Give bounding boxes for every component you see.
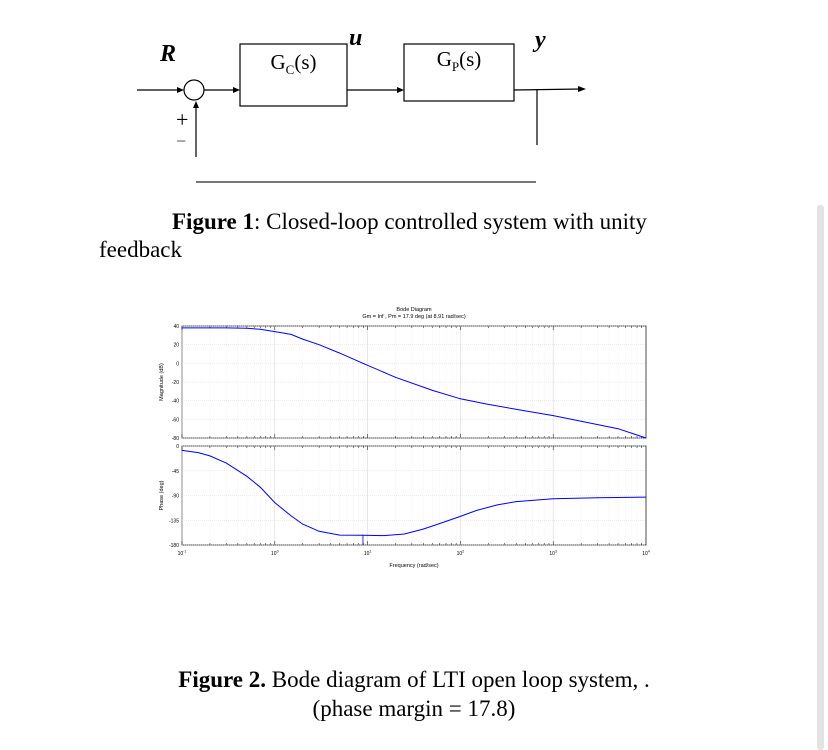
phase-point: [423, 529, 424, 530]
phase-point: [460, 516, 461, 517]
figure2-label: Figure 2.: [178, 667, 267, 692]
phase-point: [274, 502, 275, 503]
phase-point: [646, 497, 647, 498]
controller-label: $G_C(s)$: [270, 50, 317, 78]
phase-point: [476, 510, 477, 511]
mag-tick-label: -40: [171, 398, 179, 405]
x-tick-label: $10^1$: [363, 549, 372, 557]
magnitude-point: [274, 331, 275, 332]
phase-ylabel: Phase (deg): [159, 480, 165, 511]
phase-point: [497, 504, 498, 505]
x-tick-label: $10^3$: [549, 549, 557, 557]
magnitude-point: [260, 329, 261, 330]
magnitude-point: [319, 344, 320, 345]
phase-point: [553, 498, 554, 499]
magnitude-point: [363, 363, 364, 364]
phase-point: [260, 487, 261, 488]
phase-point: [339, 535, 340, 536]
mag-tick-label: -80: [171, 436, 179, 442]
figure1-text: : Closed-loop controlled system with unity: [253, 209, 647, 234]
magnitude-point: [302, 339, 303, 340]
phase-tick-label: -45: [171, 468, 179, 475]
figure1-caption-line2: feedback: [99, 237, 182, 262]
phase-point: [439, 523, 440, 524]
magnitude-point: [182, 327, 183, 328]
phase-tick-label: -180: [168, 543, 179, 549]
bode-title: Bode Diagram: [396, 307, 432, 313]
phase-point: [516, 501, 517, 502]
magnitude-point: [618, 428, 619, 429]
magnitude-point: [339, 353, 340, 354]
phase-point: [291, 515, 292, 516]
plus-sign: +: [176, 107, 189, 132]
minus-sign: −: [176, 131, 187, 151]
mag-tick-label: 20: [173, 342, 179, 349]
signal-label-y: y: [535, 27, 546, 53]
figure2-caption-line2: (phase margin = 17.8): [312, 696, 516, 721]
phase-point: [319, 531, 320, 532]
phase-point: [302, 524, 303, 525]
mag-tick-label: 0: [176, 361, 179, 368]
magnitude-point: [460, 398, 461, 399]
magnitude-point: [291, 334, 292, 335]
magnitude-ylabel: Magnitude (dB): [159, 363, 165, 401]
figure2-text: Bode diagram of LTI open loop system, .: [266, 667, 650, 692]
magnitude-point: [525, 411, 526, 412]
phase-point: [210, 456, 211, 457]
magnitude-point: [395, 377, 396, 378]
magnitude-point: [646, 438, 647, 439]
figure1-label: Figure 1: [172, 209, 254, 234]
magnitude-point: [581, 421, 582, 422]
mag-tick-label: -60: [171, 417, 179, 424]
x-tick-label: $10^{-1}$: [177, 549, 187, 557]
x-tick-label: $10^0$: [271, 549, 279, 557]
magnitude-point: [488, 404, 489, 405]
x-tick-label: $10^4$: [642, 549, 650, 557]
bode-xlabel: Frequency (rad/sec): [389, 563, 439, 569]
phase-point: [597, 497, 598, 498]
input-label-r: R: [160, 41, 177, 67]
phase-point: [198, 452, 199, 453]
phase-tick-label: -135: [168, 518, 179, 525]
magnitude-point: [553, 415, 554, 416]
phase-point: [182, 450, 183, 451]
magnitude-point: [246, 328, 247, 329]
mag-tick-label: -20: [171, 380, 179, 386]
phase-point: [404, 534, 405, 535]
phase-point: [384, 535, 385, 536]
phase-point: [246, 476, 247, 477]
phase-tick-label: 0: [176, 444, 179, 450]
x-tick-label: $10^2$: [456, 549, 465, 557]
phase-tick-label: -90: [171, 493, 179, 500]
phase-point: [226, 463, 227, 464]
magnitude-point: [226, 327, 227, 328]
magnitude-point: [432, 390, 433, 391]
scrollbar[interactable]: [817, 205, 824, 750]
mag-tick-label: 40: [173, 324, 179, 330]
bode-subtitle: Gm = Inf , Pm = 17.9 deg (at 8.91 rad/sec): [362, 314, 466, 320]
figure2-caption: [0, 666, 828, 694]
plant-label: $G_P(s)$: [436, 47, 482, 75]
signal-label-u: u: [349, 25, 363, 51]
